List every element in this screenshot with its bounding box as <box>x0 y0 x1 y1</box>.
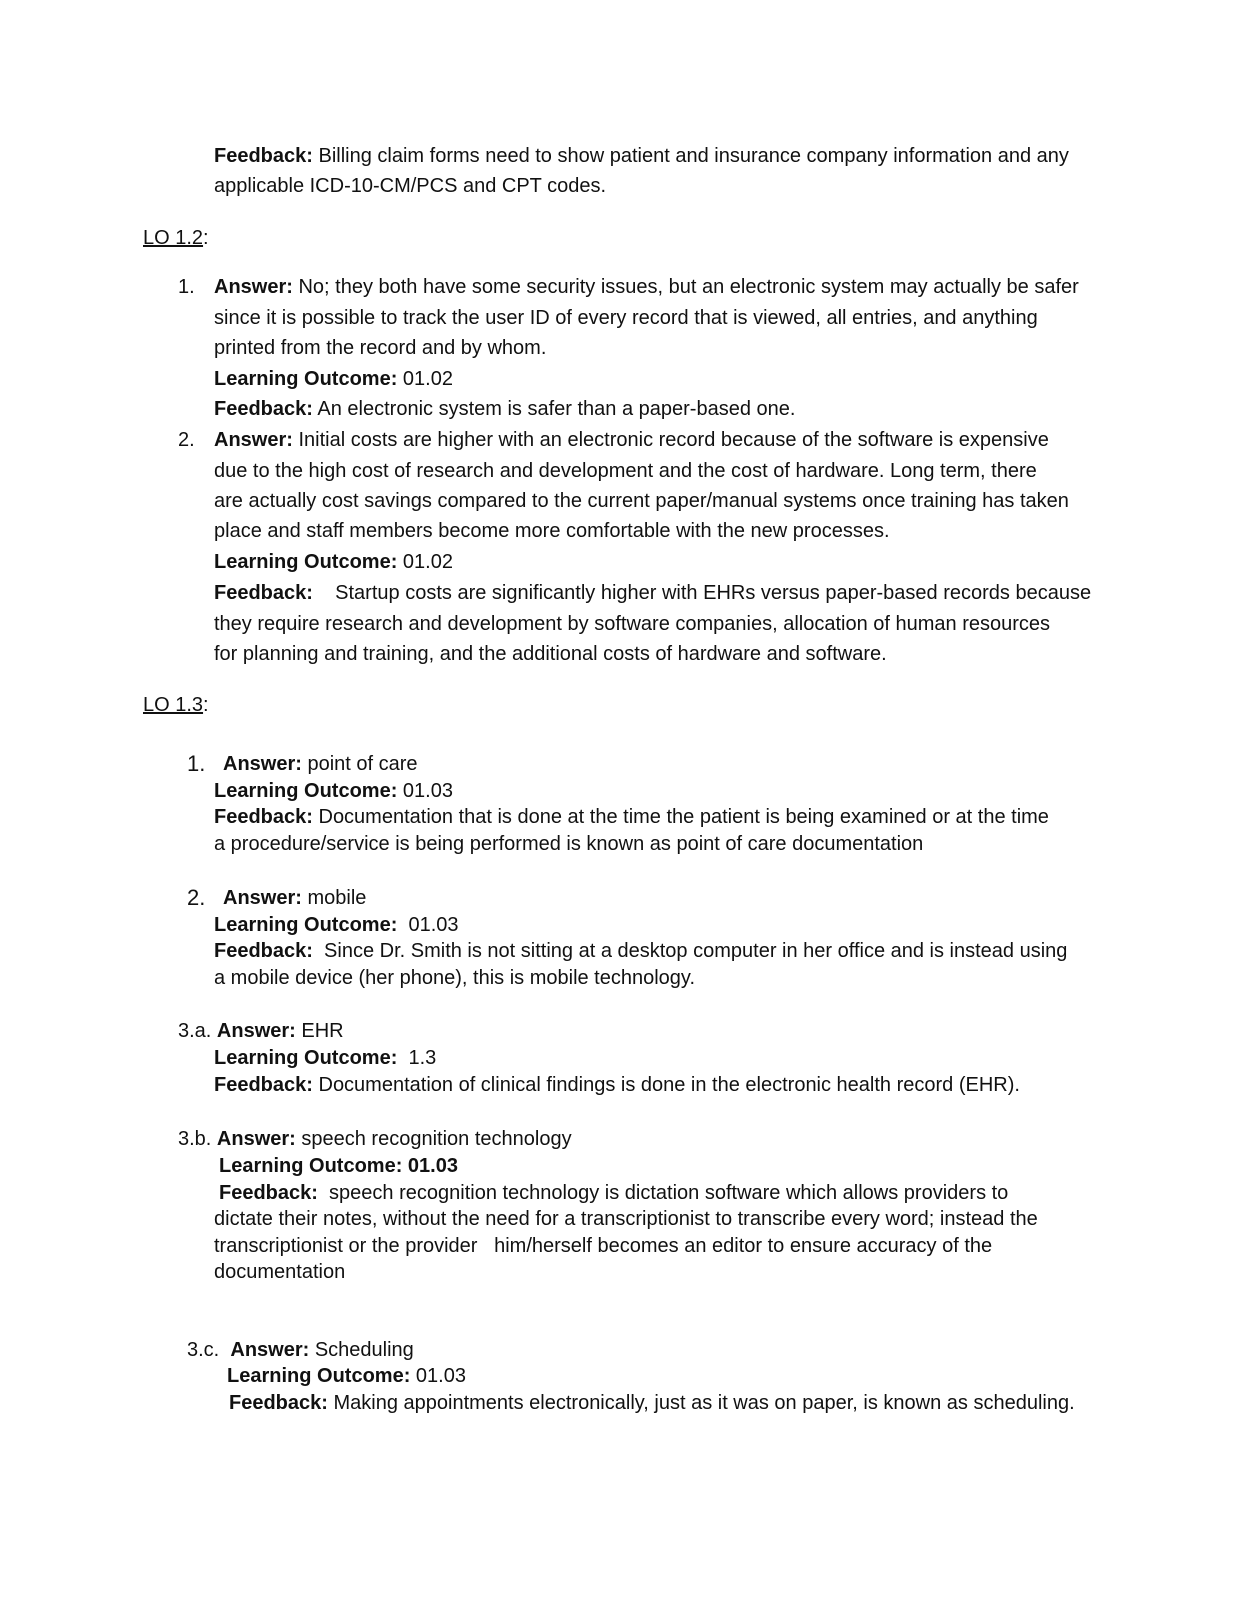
feedback-text: An electronic system is safer than a paper-based one. <box>312 398 796 420</box>
top-feedback-line-1 <box>214 141 1069 171</box>
answer-label: Answer: <box>214 429 293 451</box>
section-heading-text: LO 1.2 <box>143 227 204 249</box>
feedback-text: Since Dr. Smith is not sitting at a desktop computer in her office and is instead using <box>312 940 1068 962</box>
feedback-line-2: a mobile device (her phone), this is mobile technology. <box>214 967 695 989</box>
feedback-line-2: dictate their notes, without the need for a transcriptionist to transcribe every word; instead the <box>214 1208 1038 1230</box>
learning-outcome-label: Learning Outcome: <box>214 914 398 936</box>
answer-text: point of care <box>301 753 418 775</box>
answer-label: Answer: <box>230 1339 310 1361</box>
question-number: 3.b. <box>178 1128 212 1150</box>
feedback-label: Feedback: <box>229 1392 328 1414</box>
answer-line-1 <box>214 425 1049 455</box>
answer-line <box>223 751 418 778</box>
learning-outcome-value: 01.02 <box>397 551 453 573</box>
learning-outcome-line <box>214 364 453 394</box>
section-heading-lo-1-2 <box>143 223 209 253</box>
feedback-label: Feedback: <box>214 940 313 962</box>
section-heading-text: LO 1.3 <box>143 694 204 716</box>
feedback-text: speech recognition technology is dictation software which allows providers to <box>317 1182 1009 1204</box>
learning-outcome-line <box>214 1045 436 1072</box>
feedback-line-1 <box>214 938 1067 965</box>
feedback-line-1 <box>214 578 1091 608</box>
feedback-line-1 <box>219 1180 1008 1207</box>
answer-label: Answer: <box>223 753 302 775</box>
answer-text: speech recognition technology <box>295 1128 572 1150</box>
section-heading-lo-1-3 <box>143 690 209 720</box>
answer-line-1 <box>214 272 1079 302</box>
learning-outcome-label: Learning Outcome: 01.03 <box>219 1155 458 1177</box>
feedback-line-3: for planning and training, and the additional costs of hardware and software. <box>214 643 887 665</box>
learning-outcome-label: Learning Outcome: <box>214 368 398 390</box>
feedback-label: Feedback: <box>219 1182 318 1204</box>
question-number: 3.c. <box>187 1339 220 1361</box>
learning-outcome-value: 01.03 <box>397 914 459 936</box>
learning-outcome-line <box>214 778 453 805</box>
learning-outcome-value: 1.3 <box>397 1047 437 1069</box>
feedback-label: Feedback: <box>214 398 313 420</box>
learning-outcome-line <box>214 912 459 939</box>
answer-line-4: place and staff members become more comfortable with the new processes. <box>214 520 890 542</box>
heading-colon: : <box>203 694 209 716</box>
learning-outcome-label: Learning Outcome: <box>214 551 398 573</box>
answer-line-2: since it is possible to track the user ID of every record that is viewed, all entries, and anything <box>214 307 1038 329</box>
answer-label: Answer: <box>223 887 302 909</box>
question-number: 1. <box>178 276 195 298</box>
answer-label: Answer: <box>214 276 293 298</box>
answer-text: mobile <box>301 887 367 909</box>
learning-outcome-value: 01.03 <box>410 1365 466 1387</box>
feedback-line <box>214 1072 1020 1099</box>
question-number: 1. <box>187 751 206 776</box>
answer-label: Answer: <box>216 1020 296 1042</box>
top-feedback-line-2: applicable ICD-10-CM/PCS and CPT codes. <box>214 175 607 197</box>
answer-text: No; they both have some security issues, but an electronic system may actually be safer <box>292 276 1079 298</box>
feedback-text: Making appointments electronically, just as it was on paper, is known as scheduling. <box>327 1392 1075 1414</box>
learning-outcome-label: Learning Outcome: <box>214 1047 398 1069</box>
feedback-line <box>229 1390 1075 1417</box>
learning-outcome-label: Learning Outcome: <box>227 1365 411 1387</box>
learning-outcome-line <box>227 1363 466 1390</box>
answer-line <box>178 1018 344 1045</box>
answer-line <box>223 885 366 912</box>
question-number: 2. <box>187 885 206 910</box>
learning-outcome-line <box>219 1153 458 1180</box>
answer-label: Answer: <box>216 1128 296 1150</box>
feedback-line-2: a procedure/service is being performed is known as point of care documentation <box>214 833 924 855</box>
feedback-line-3: transcriptionist or the provider him/herself becomes an editor to ensure accuracy of the <box>214 1235 993 1257</box>
feedback-line-2: they require research and development by software companies, allocation of human resources <box>214 613 1051 635</box>
feedback-line-1 <box>214 804 1049 831</box>
question-number: 2. <box>178 429 195 451</box>
answer-text: Initial costs are higher with an electronic record because of the software is expensive <box>292 429 1049 451</box>
heading-colon: : <box>203 227 209 249</box>
feedback-label: Feedback: <box>214 582 313 604</box>
feedback-label: Feedback: <box>214 806 313 828</box>
feedback-line-4: documentation <box>214 1261 346 1283</box>
answer-line-2: due to the high cost of research and development and the cost of hardware. Long term, there <box>214 460 1037 482</box>
learning-outcome-line <box>214 547 453 577</box>
answer-line <box>178 1126 572 1153</box>
feedback-label: Feedback: <box>214 1074 313 1096</box>
feedback-text: Documentation of clinical findings is done in the electronic health record (EHR). <box>312 1074 1020 1096</box>
feedback-text: Documentation that is done at the time the patient is being examined or at the time <box>312 806 1049 828</box>
feedback-line <box>214 394 795 424</box>
feedback-text: Billing claim forms need to show patient and insurance company information and any <box>312 145 1069 167</box>
answer-text: EHR <box>295 1020 344 1042</box>
learning-outcome-label: Learning Outcome: <box>214 780 398 802</box>
question-number: 3.a. <box>178 1020 212 1042</box>
answer-text: Scheduling <box>309 1339 414 1361</box>
feedback-text: Startup costs are significantly higher with EHRs versus paper-based records because <box>312 582 1092 604</box>
answer-line <box>187 1337 414 1364</box>
answer-line-3: are actually cost savings compared to the current paper/manual systems once training has taken <box>214 490 1069 512</box>
feedback-label: Feedback: <box>214 145 313 167</box>
learning-outcome-value: 01.03 <box>397 780 453 802</box>
answer-line-3: printed from the record and by whom. <box>214 337 547 359</box>
learning-outcome-value: 01.02 <box>397 368 453 390</box>
